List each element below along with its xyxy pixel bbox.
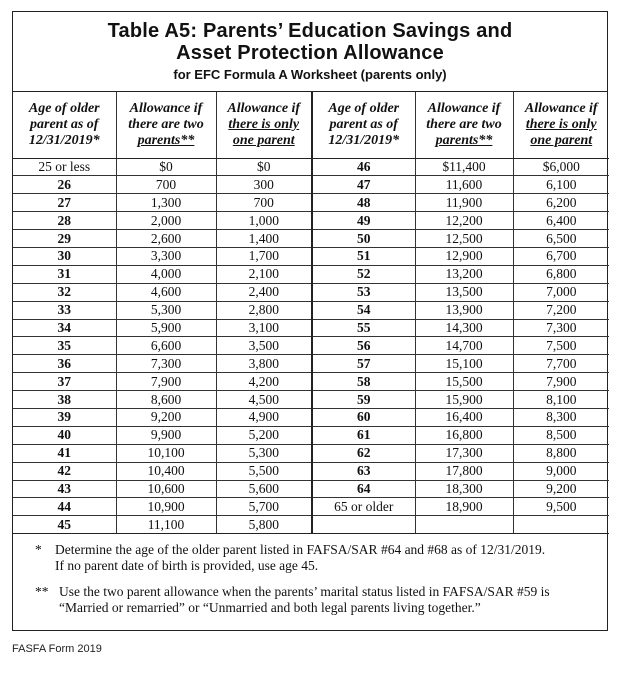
- one-parent-allowance-cell: [513, 516, 609, 534]
- one-parent-allowance-cell: 9,200: [513, 480, 609, 498]
- one-parent-allowance-cell: 700: [216, 194, 312, 212]
- table-title-block: [13, 12, 607, 92]
- age-cell: 42: [13, 462, 116, 480]
- two-parent-allowance-cell: 18,900: [415, 498, 513, 516]
- one-parent-allowance-cell: 2,400: [216, 283, 312, 301]
- age-cell: 44: [13, 498, 116, 516]
- two-parent-allowance-cell: 16,800: [415, 426, 513, 444]
- one-parent-allowance-cell: 4,200: [216, 373, 312, 391]
- one-parent-allowance-cell: 3,500: [216, 337, 312, 355]
- age-cell: 34: [13, 319, 116, 337]
- table-row: [13, 355, 609, 373]
- two-parent-allowance-cell: 4,600: [116, 283, 216, 301]
- age-cell: 26: [13, 176, 116, 194]
- age-cell: 41: [13, 444, 116, 462]
- table-row: [13, 498, 609, 516]
- one-parent-allowance-cell: 2,800: [216, 301, 312, 319]
- one-parent-allowance-cell: 5,800: [216, 516, 312, 534]
- one-parent-allowance-cell: 3,100: [216, 319, 312, 337]
- table-row: [13, 391, 609, 409]
- age-cell: 46: [312, 158, 415, 176]
- age-cell: 38: [13, 391, 116, 409]
- table-row: [13, 158, 609, 176]
- age-cell: 52: [312, 265, 415, 283]
- table-body: [13, 158, 609, 534]
- two-parent-allowance-cell: 18,300: [415, 480, 513, 498]
- age-cell: 54: [312, 301, 415, 319]
- table-row: [13, 408, 609, 426]
- header-two-parents-right: Allowance if there are two parents**: [415, 92, 513, 158]
- age-cell: 58: [312, 373, 415, 391]
- two-parent-allowance-cell: 13,200: [415, 265, 513, 283]
- table-row: [13, 194, 609, 212]
- one-parent-allowance-cell: 3,800: [216, 355, 312, 373]
- two-parent-allowance-cell: 15,100: [415, 355, 513, 373]
- table-subtitle: for EFC Formula A Worksheet (parents only): [173, 67, 447, 82]
- one-parent-allowance-cell: 8,500: [513, 426, 609, 444]
- two-parent-allowance-cell: 6,600: [116, 337, 216, 355]
- age-cell: 35: [13, 337, 116, 355]
- one-parent-allowance-cell: 7,200: [513, 301, 609, 319]
- table-row: [13, 462, 609, 480]
- two-parent-allowance-cell: 11,600: [415, 176, 513, 194]
- one-parent-allowance-cell: 8,300: [513, 408, 609, 426]
- one-parent-allowance-cell: 1,700: [216, 247, 312, 265]
- two-parent-allowance-cell: 15,900: [415, 391, 513, 409]
- age-cell: 64: [312, 480, 415, 498]
- two-parent-allowance-cell: 10,600: [116, 480, 216, 498]
- two-parent-allowance-cell: 5,300: [116, 301, 216, 319]
- two-parent-allowance-cell: 2,600: [116, 230, 216, 248]
- one-parent-allowance-cell: 1,000: [216, 212, 312, 230]
- two-parent-allowance-cell: 11,100: [116, 516, 216, 534]
- two-parent-allowance-cell: 16,400: [415, 408, 513, 426]
- table-title-line2: Asset Protection Allowance: [176, 42, 444, 64]
- age-cell: 30: [13, 247, 116, 265]
- table-row: [13, 337, 609, 355]
- one-parent-allowance-cell: 2,100: [216, 265, 312, 283]
- age-cell: 55: [312, 319, 415, 337]
- one-parent-allowance-cell: 7,300: [513, 319, 609, 337]
- two-parent-allowance-cell: 1,300: [116, 194, 216, 212]
- header-one-parent-left: Allowance if there is only one parent: [216, 92, 312, 158]
- one-parent-allowance-cell: 6,100: [513, 176, 609, 194]
- two-parent-allowance-cell: $0: [116, 158, 216, 176]
- age-cell: [312, 516, 415, 534]
- header-age-right: Age of older parent as of 12/31/2019*: [312, 92, 415, 158]
- allowance-table-frame: [12, 11, 608, 631]
- one-parent-allowance-cell: 4,500: [216, 391, 312, 409]
- one-parent-allowance-cell: 6,700: [513, 247, 609, 265]
- age-cell: 65 or older: [312, 498, 415, 516]
- age-cell: 60: [312, 408, 415, 426]
- one-parent-allowance-cell: 5,700: [216, 498, 312, 516]
- one-parent-allowance-cell: 7,500: [513, 337, 609, 355]
- age-cell: 51: [312, 247, 415, 265]
- age-cell: 32: [13, 283, 116, 301]
- age-cell: 62: [312, 444, 415, 462]
- one-parent-allowance-cell: 1,400: [216, 230, 312, 248]
- age-cell: 49: [312, 212, 415, 230]
- age-cell: 48: [312, 194, 415, 212]
- two-parent-allowance-cell: 4,000: [116, 265, 216, 283]
- two-parent-allowance-cell: $11,400: [415, 158, 513, 176]
- one-parent-allowance-cell: 6,400: [513, 212, 609, 230]
- one-parent-allowance-cell: 5,300: [216, 444, 312, 462]
- two-parent-allowance-cell: 10,100: [116, 444, 216, 462]
- two-parent-allowance-cell: 9,200: [116, 408, 216, 426]
- table-row: [13, 444, 609, 462]
- one-parent-allowance-cell: 7,000: [513, 283, 609, 301]
- age-cell: 39: [13, 408, 116, 426]
- age-cell: 50: [312, 230, 415, 248]
- age-cell: 43: [13, 480, 116, 498]
- two-parent-allowance-cell: 15,500: [415, 373, 513, 391]
- one-parent-allowance-cell: 4,900: [216, 408, 312, 426]
- one-parent-allowance-cell: 8,100: [513, 391, 609, 409]
- footnotes: [13, 534, 607, 616]
- table-row: [13, 373, 609, 391]
- two-parent-allowance-cell: 8,600: [116, 391, 216, 409]
- age-cell: 33: [13, 301, 116, 319]
- age-cell: 37: [13, 373, 116, 391]
- image-caption: FASFA Form 2019: [12, 643, 102, 655]
- table-row: [13, 176, 609, 194]
- header-two-parents-left: Allowance if there are two parents**: [116, 92, 216, 158]
- one-parent-allowance-cell: 6,500: [513, 230, 609, 248]
- age-cell: 29: [13, 230, 116, 248]
- allowance-table: [13, 92, 609, 534]
- table-row: [13, 480, 609, 498]
- two-parent-allowance-cell: 13,900: [415, 301, 513, 319]
- one-parent-allowance-cell: $0: [216, 158, 312, 176]
- one-parent-allowance-cell: 6,800: [513, 265, 609, 283]
- age-cell: 28: [13, 212, 116, 230]
- two-parent-allowance-cell: 7,900: [116, 373, 216, 391]
- two-parent-allowance-cell: 7,300: [116, 355, 216, 373]
- age-cell: 27: [13, 194, 116, 212]
- one-parent-allowance-cell: 7,900: [513, 373, 609, 391]
- two-parent-allowance-cell: 12,900: [415, 247, 513, 265]
- footnote-age: * Determine the age of the older parent listed in FAFSA/SAR #64 and #68 as of 12/31/2019. If no parent date of birth is provided, use age 45.: [35, 542, 546, 574]
- two-parent-allowance-cell: 2,000: [116, 212, 216, 230]
- age-cell: 63: [312, 462, 415, 480]
- age-cell: 36: [13, 355, 116, 373]
- age-cell: 57: [312, 355, 415, 373]
- two-parent-allowance-cell: 14,700: [415, 337, 513, 355]
- one-parent-allowance-cell: 9,000: [513, 462, 609, 480]
- two-parent-allowance-cell: 3,300: [116, 247, 216, 265]
- table-row: [13, 426, 609, 444]
- two-parent-allowance-cell: 12,500: [415, 230, 513, 248]
- one-parent-allowance-cell: 300: [216, 176, 312, 194]
- two-parent-allowance-cell: 13,500: [415, 283, 513, 301]
- age-cell: 61: [312, 426, 415, 444]
- age-cell: 45: [13, 516, 116, 534]
- table-row: [13, 230, 609, 248]
- table-row: [13, 319, 609, 337]
- one-parent-allowance-cell: 5,200: [216, 426, 312, 444]
- age-cell: 53: [312, 283, 415, 301]
- footnote-two-parent: ** Use the two parent allowance when the parents’ marital status listed in FAFSA/SAR #59 is “Married or remarried” or “Unmarried and both legal parents living together.”: [35, 584, 550, 616]
- age-cell: 40: [13, 426, 116, 444]
- two-parent-allowance-cell: 11,900: [415, 194, 513, 212]
- table-row: [13, 247, 609, 265]
- age-cell: 47: [312, 176, 415, 194]
- two-parent-allowance-cell: 9,900: [116, 426, 216, 444]
- two-parent-allowance-cell: 14,300: [415, 319, 513, 337]
- one-parent-allowance-cell: 5,600: [216, 480, 312, 498]
- table-row: [13, 516, 609, 534]
- two-parent-allowance-cell: 17,800: [415, 462, 513, 480]
- table-row: [13, 265, 609, 283]
- one-parent-allowance-cell: 7,700: [513, 355, 609, 373]
- one-parent-allowance-cell: 6,200: [513, 194, 609, 212]
- table-header-row: [13, 92, 609, 158]
- two-parent-allowance-cell: [415, 516, 513, 534]
- age-cell: 25 or less: [13, 158, 116, 176]
- header-one-parent-right: Allowance if there is only one parent: [513, 92, 609, 158]
- age-cell: 59: [312, 391, 415, 409]
- age-cell: 31: [13, 265, 116, 283]
- one-parent-allowance-cell: 8,800: [513, 444, 609, 462]
- one-parent-allowance-cell: $6,000: [513, 158, 609, 176]
- two-parent-allowance-cell: 5,900: [116, 319, 216, 337]
- table-row: [13, 212, 609, 230]
- table-row: [13, 301, 609, 319]
- age-cell: 56: [312, 337, 415, 355]
- header-age-left: Age of older parent as of 12/31/2019*: [13, 92, 116, 158]
- two-parent-allowance-cell: 700: [116, 176, 216, 194]
- two-parent-allowance-cell: 17,300: [415, 444, 513, 462]
- two-parent-allowance-cell: 10,900: [116, 498, 216, 516]
- one-parent-allowance-cell: 9,500: [513, 498, 609, 516]
- one-parent-allowance-cell: 5,500: [216, 462, 312, 480]
- table-title-line1: Table A5: Parents’ Education Savings and: [107, 20, 513, 42]
- two-parent-allowance-cell: 12,200: [415, 212, 513, 230]
- two-parent-allowance-cell: 10,400: [116, 462, 216, 480]
- table-row: [13, 283, 609, 301]
